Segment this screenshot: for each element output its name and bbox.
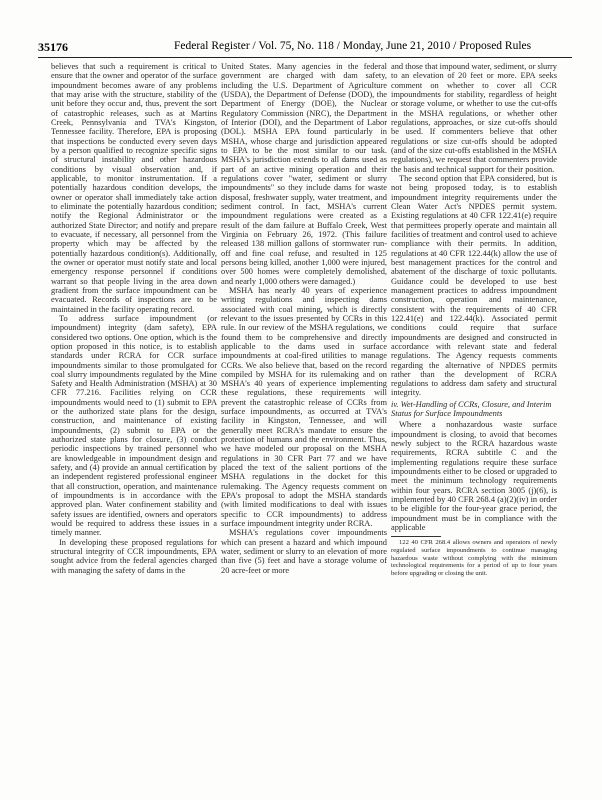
paragraph: MSHA's regulations cover impoundments which can present a hazard and which impound water, sediment or slurry to an elevation of more than five (5) feet and have a storage volume of 20 acre-feet or more [221,528,387,575]
paragraph: The second option that EPA considered, but is not being proposed today, is to establish impoundment integrity requirements under the Clean Water Act's NPDES permit system. Existing regulations at 40 CFR 122.41(e) require that permittees properly operate and maintain all facilities of treatment and control used to achieve compliance with their permits. In addition, regulations at 40 CFR 122.44(k) allow the use of best management practices for the control and abatement of the discharge of toxic pollutants. Guidance could be developed to use best management practices to address impoundment construction, operation and maintenance, consistent with the requirements of 40 CFR 122.41(e) and 122.44(k). Associated permit conditions could require that surface impoundments are designed and constructed in accordance with relevant state and federal regulations. The Agency requests comments regarding the alternative of NPDES permits rather than the development of RCRA regulations to address dam safety and structural integrity. [391,173,557,398]
paragraph: In developing these proposed regulations for structural integrity of CCR impoundments, EPA sought advice from the federal agencies charged with managing the safety of dams in the [51,537,217,575]
footnote: 122 40 CFR 268.4 allows owners and operators of newly regulated surface impoundments to continue managing hazardous waste without complying with the minimum technological requirements for a period of up to four years before upgrading or closing the unit. [391,539,557,577]
paragraph: believes that such a requirement is critical to ensure that the owner and operator of the surface impoundment becomes aware of any problems that may arise with the structure, stability of the unit before they occur and, thus, prevent the sort of catastrophic releases, such as at Martins Creek, Pennsylvania and TVA's Kingston, Tennessee facility. Therefore, EPA is proposing that inspections be conducted every seven days by a person qualified to recognize specific signs of structural instability and other hazardous conditions by visual observation and, if applicable, to monitor instrumentation. If a potentially hazardous condition develops, the owner or operator shall immediately take action to eliminate the potentially hazardous condition; notify the Regional Administrator or the authorized State Director; and notify and prepare to evacuate, if necessary, all personnel from the property which may be affected by the potentially hazardous condition(s). Additionally, the owner or operator must notify state and local emergency response personnel if conditions warrant so that people living in the area down gradient from the surface impoundment can be evacuated. Records of inspections are to be maintained in the facility operating record. [51,62,217,314]
paragraph: Where a nonhazardous waste surface impoundment is closing, to avoid that becomes newly subject to the RCRA hazardous waste requirements, RCRA subtitle C and the implementing regulations require these surface impoundments either to be closed or upgraded to meet the minimum technology requirements within four years. RCRA section 3005 (j)(6), is implemented by 40 CFR 268.4 (a)(2)(iv) in order to be eligible for the four-year grace period, the impoundment must be in compliance with the applicable [391,420,557,533]
text-column-2 [221,62,387,575]
section-heading: iv. Wet-Handling of CCRs, Closure, and Interim Status for Surface Impoundments [391,399,552,419]
paragraph: MSHA has nearly 40 years of experience writing regulations and inspecting dams associated with coal mining, which is directly relevant to the issues presented by CCRs in this rule. In our review of the MSHA regulations, we found them to be comprehensive and directly applicable to the dams used in surface impoundments at coal-fired utilities to manage CCRs. We also believe that, based on the record compiled by MSHA for its rulemaking and on MSHA's 40 years of experience implementing these regulations, these requirements will prevent the catastrophic release of CCRs from surface impoundments, as occurred at TVA's facility in Kingston, Tennessee, and will generally meet RCRA's mandate to ensure the protection of humans and the environment. Thus, we have modeled our proposal on the MSHA regulations in 30 CFR Part 77 and we have placed the text of the salient portions of the MSHA regulations in the docket for this rulemaking. The Agency requests comment on EPA's proposal to adopt the MSHA standards (with limited modifications to deal with issues specific to CCR impoundments) to address surface impoundment integrity under RCRA. [221,285,387,529]
page-header [38,40,572,56]
text-column-3 [391,62,557,577]
running-title: Federal Register / Vol. 75, No. 118 / Monday, June 21, 2010 / Proposed Rules [174,40,532,52]
paragraph: To address surface impoundment (or impoundment) integrity (dam safety), EPA considered two options. One option, which is the option proposed in this notice, is to establish standards under RCRA for CCR surface impoundments similar to those promulgated for coal slurry impoundments regulated by the Mine Safety and Health Administration (MSHA) at 30 CFR 77.216. Facilities relying on CCR impoundments would need to (1) submit to EPA or the authorized state plans for the design, construction, and maintenance of existing impoundments, (2) submit to EPA or the authorized state plans for closure, (3) conduct periodic inspections by trained personnel who are knowledgeable in impoundment design and safety, and (4) provide an annual certification by an independent registered professional engineer that all construction, operation, and maintenance of impoundments is in accordance with the approved plan. Water confinement stability and safety issues are identified, owners and operators would be required to address these issues in a timely manner. [51,313,217,538]
paragraph: and those that impound water, sediment, or slurry to an elevation of 20 feet or more. EPA seeks comment on whether to cover all CCR impoundments for stability, regardless of height or storage volume, or whether to use the cut-offs in the MSHA regulations, or whether other regulations, approaches, or size cut-offs should be used. If commenters believe that other regulations or size cut-offs should be adopted (and of the size cut-offs established in the MSHA regulations), we request that commenters provide the basis and technical support for their position. [391,62,557,174]
page-number: 35176 [38,40,68,54]
paragraph: United States. Many agencies in the federal government are charged with dam safety, including the U.S. Department of Agriculture (USDA), the Department of Defense (DOD), the Department of Energy (DOE), the Nuclear Regulatory Commission (NRC), the Department of Interior (DOI), and the Department of Labor (DOL). MSHA EPA found particularly in MSHA, whose charge and jurisdiction appeared to EPA to be the most similar to our task. MSHA's jurisdiction extends to all dams used as part of an active mining operation and their regulations cover "water, sediment or slurry impoundments" so they include dams for waste disposal, freshwater supply, water treatment, and sediment control. In fact, MSHA's current impoundment regulations were created as a result of the dam failure at Buffalo Creek, West Virginia on February 26, 1972. (This failure released 138 million gallons of stormwater run-off and fine coal refuse, and resulted in 125 persons being killed, another 1,000 were injured, over 500 homes were completely demolished, and nearly 1,000 others were damaged.) [221,62,387,286]
header-rule [38,57,572,58]
text-column-1 [51,62,217,575]
footnote-rule [391,536,441,537]
